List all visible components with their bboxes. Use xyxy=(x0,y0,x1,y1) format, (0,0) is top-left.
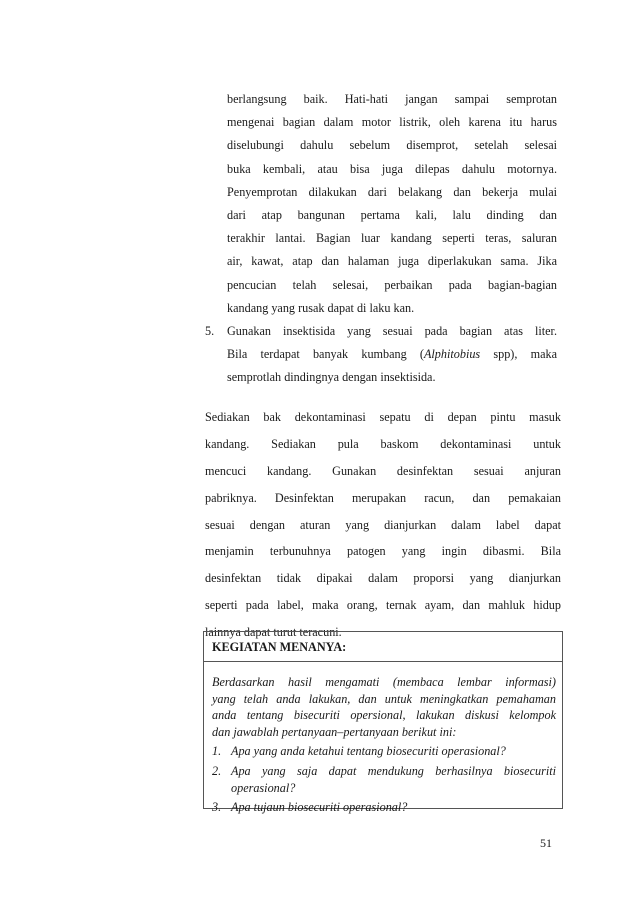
question-number: 1. xyxy=(212,744,222,759)
paragraph-line: mencuci kandang. Gunakan desinfektan sesuai anjuran xyxy=(205,463,561,478)
list-text-line: Penyemprotan dilakukan dari belakang dan bekerja mulai xyxy=(227,184,557,199)
question-item xyxy=(212,799,556,816)
question-text: Apa yang anda ketahui tentang biosecuriti operasional? xyxy=(231,744,506,759)
list-item-5 xyxy=(205,320,557,343)
paragraph-line: kandang. Sediakan pula baskom dekontaminasi untuk xyxy=(205,436,561,451)
species-name: Alphitobius xyxy=(423,347,481,362)
activity-intro-line: yang telah anda lakukan, dan untuk meningkatkan pemahaman xyxy=(212,691,556,706)
question-item xyxy=(212,743,556,760)
activity-box-title: KEGIATAN MENANYA: xyxy=(212,640,347,654)
paragraph-line: Sediakan bak dekontaminasi sepatu di depan pintu masuk xyxy=(205,410,561,424)
activity-box xyxy=(203,631,563,815)
question-item xyxy=(212,763,556,796)
list-text-line: berlangsung baik. Hati-hati jangan sampai semprotan xyxy=(227,92,557,106)
list-text-segment: Bila terdapat banyak kumbang ( xyxy=(227,347,424,362)
list-text-line: buka kembali, atau bisa juga dilepas dahulu motornya. xyxy=(227,161,557,176)
paragraph-line: sesuai dengan aturan yang dianjurkan dalam label dapat xyxy=(205,517,561,532)
list-text-segment: spp), maka xyxy=(480,347,557,362)
paragraph-line: lainnya dapat turut teracuni. xyxy=(205,625,342,640)
activity-intro-line: dan jawablah pertanyaan–pertanyaan berikut ini: xyxy=(212,724,457,739)
question-text: Apa yang saja dapat mendukung berhasilnya biosecuriti xyxy=(231,763,556,778)
list-text-line: dari atap bangunan pertama kali, lalu dinding dan xyxy=(227,207,557,222)
activity-box-body xyxy=(212,674,556,816)
body-paragraph xyxy=(205,404,561,646)
list-text-line: diselubungi dahulu sebelum disemprot, setelah selesai xyxy=(227,138,557,153)
list-item-text: Gunakan insektisida yang sesuai pada bagian atas liter. xyxy=(227,323,557,338)
page-number: 51 xyxy=(540,836,552,850)
list-text-line: kandang yang rusak dapat di laku kan. xyxy=(227,300,415,315)
activity-intro-line: Berdasarkan hasil mengamati (membaca lembar informasi) xyxy=(212,675,556,689)
paragraph-line: menjamin terbunuhnya patogen yang ingin dibasmi. Bila xyxy=(205,544,561,559)
list-item-number: 5. xyxy=(205,323,215,338)
paragraph-line: seperti pada label, maka orang, ternak ayam, dan mahluk hidup xyxy=(205,598,561,613)
list-text-line: air, kawat, atap dan halaman juga diperlakukan sama. Jika xyxy=(227,254,557,269)
question-number: 2. xyxy=(212,763,222,778)
question-text: operasional? xyxy=(231,780,296,795)
list-text-line xyxy=(205,343,557,366)
list-text-line: pencucian telah selesai, perbaikan pada bagian-bagian xyxy=(227,277,557,292)
paragraph-line: pabriknya. Desinfektan merupakan racun, dan pemakaian xyxy=(205,490,561,505)
list-text-line: semprotlah dindingnya dengan insektisida. xyxy=(227,370,436,385)
list-text-line: terakhir lantai. Bagian luar kandang seperti teras, saluran xyxy=(227,231,557,246)
list-text-line: mengenai bagian dalam motor listrik, oleh karena itu harus xyxy=(227,115,557,130)
activity-intro-line: anda tentang bisecuriti opersional, lakukan diskusi kelompok xyxy=(212,708,556,723)
question-text: Apa tujaun biosecuriti operasional? xyxy=(231,800,408,815)
paragraph-line: desinfektan tidak dipakai dalam proporsi yang dianjurkan xyxy=(205,571,561,586)
question-number: 3. xyxy=(212,800,222,815)
numbered-list xyxy=(205,88,557,389)
activity-box-divider xyxy=(204,661,562,662)
